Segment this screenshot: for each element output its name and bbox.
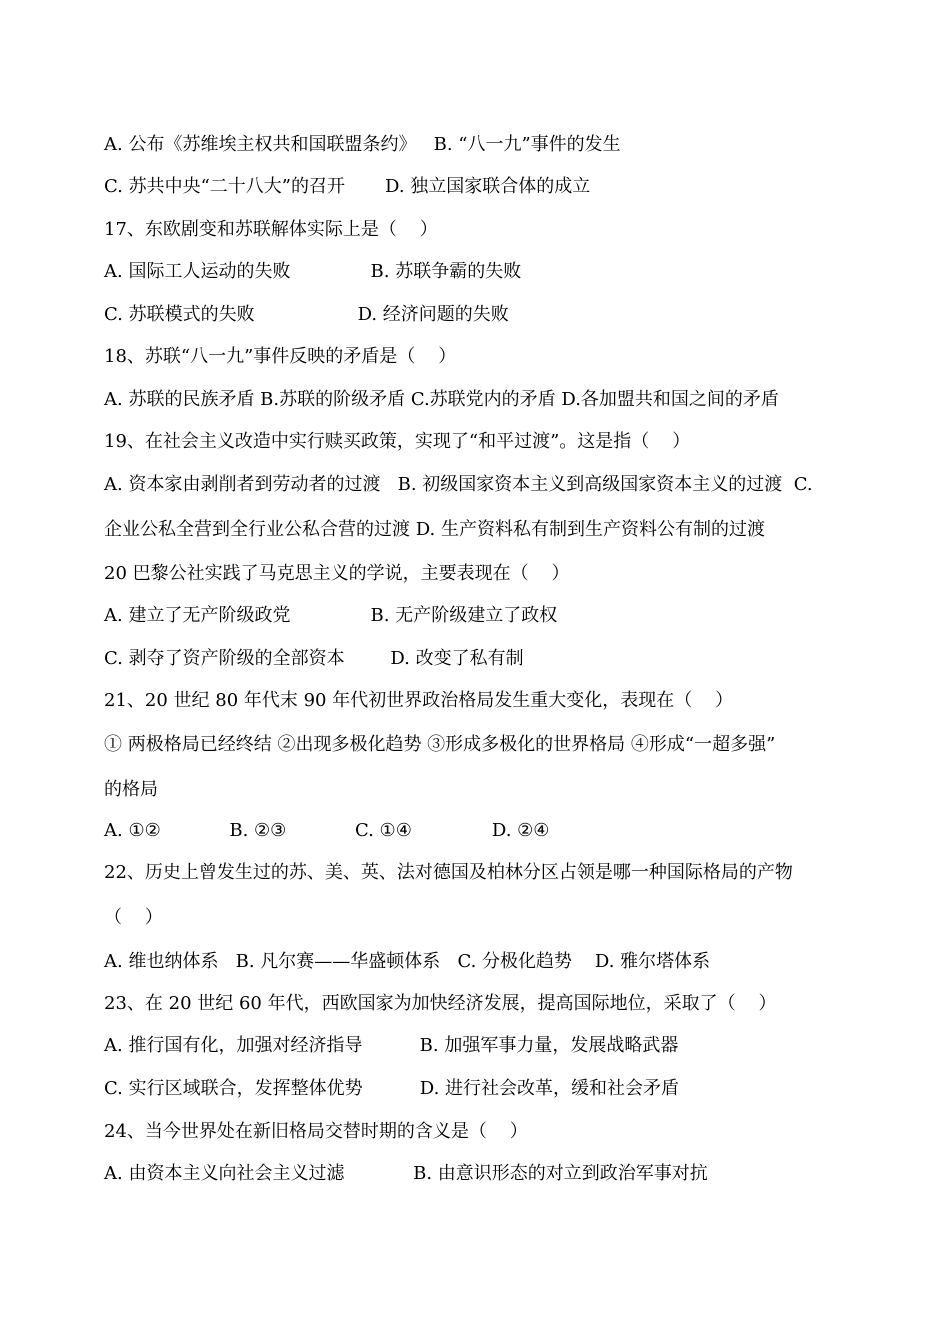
q24-question: 24、当今世界处在新旧格局交替时期的含义是（ ）: [104, 1121, 528, 1142]
q17-options-cd: C. 苏联模式的失败 D. 经济问题的失败: [104, 304, 509, 325]
q23-question: 23、在 20 世纪 60 年代，西欧国家为加快经济发展，提高国际地位，采取了（ ）: [104, 993, 777, 1014]
q21-question: 21、20 世纪 80 年代末 90 年代初世界政治格局发生重大变化，表现在（ ）: [104, 690, 734, 711]
q16-options-cd: C. 苏共中央“二十八大”的召开 D. 独立国家联合体的成立: [104, 176, 591, 197]
q20-question: 20 巴黎公社实践了马克思主义的学说，主要表现在（ ）: [104, 563, 570, 584]
q24-options-ab: A. 由资本主义向社会主义过滤 B. 由意识形态的对立到政治军事对抗: [104, 1163, 708, 1184]
q17-options-ab: A. 国际工人运动的失败 B. 苏联争霸的失败: [104, 261, 522, 282]
q21-statements-line2: 的格局: [104, 779, 158, 800]
q18-question: 18、苏联“八一九”事件反映的矛盾是（ ）: [104, 346, 457, 367]
q22-blank: （ ）: [104, 907, 163, 928]
q23-options-cd: C. 实行区域联合，发挥整体优势 D. 进行社会改革，缓和社会矛盾: [104, 1078, 680, 1099]
q19-question: 19、在社会主义改造中实行赎买政策，实现了“和平过渡”。这是指（ ）: [104, 431, 691, 452]
q20-options-cd: C. 剥夺了资产阶级的全部资本 D. 改变了私有制: [104, 648, 524, 669]
q20-options-ab: A. 建立了无产阶级政党 B. 无产阶级建立了政权: [104, 605, 558, 626]
q16-options-ab: A. 公布《苏维埃主权共和国联盟条约》 B. “八一九”事件的发生: [104, 134, 621, 155]
q21-statements-line1: ① 两极格局已经终结 ②出现多极化趋势 ③形成多极化的世界格局 ④形成“一超多强”: [104, 734, 776, 755]
q17-question: 17、东欧剧变和苏联解体实际上是（ ）: [104, 219, 438, 240]
q22-options: A. 维也纳体系 B. 凡尔赛——华盛顿体系 C. 分极化趋势 D. 雅尔塔体系: [104, 951, 711, 972]
q19-options-line1: A. 资本家由剥削者到劳动者的过渡 B. 初级国家资本主义到高级国家资本主义的过渡 C.: [104, 474, 813, 495]
q21-options: A. ①② B. ②③ C. ①④ D. ②④: [104, 820, 550, 841]
q22-question: 22、历史上曾发生过的苏、美、英、法对德国及柏林分区占领是哪一种国际格局的产物: [104, 862, 793, 883]
q23-options-ab: A. 推行国有化，加强对经济指导 B. 加强军事力量，发展战略武器: [104, 1035, 679, 1056]
q19-options-line2: 企业公私全营到全行业公私合营的过渡 D. 生产资料私有制到生产资料公有制的过渡: [104, 519, 765, 540]
q18-options: A. 苏联的民族矛盾 B.苏联的阶级矛盾 C.苏联党内的矛盾 D.各加盟共和国之间的矛盾: [104, 389, 779, 410]
